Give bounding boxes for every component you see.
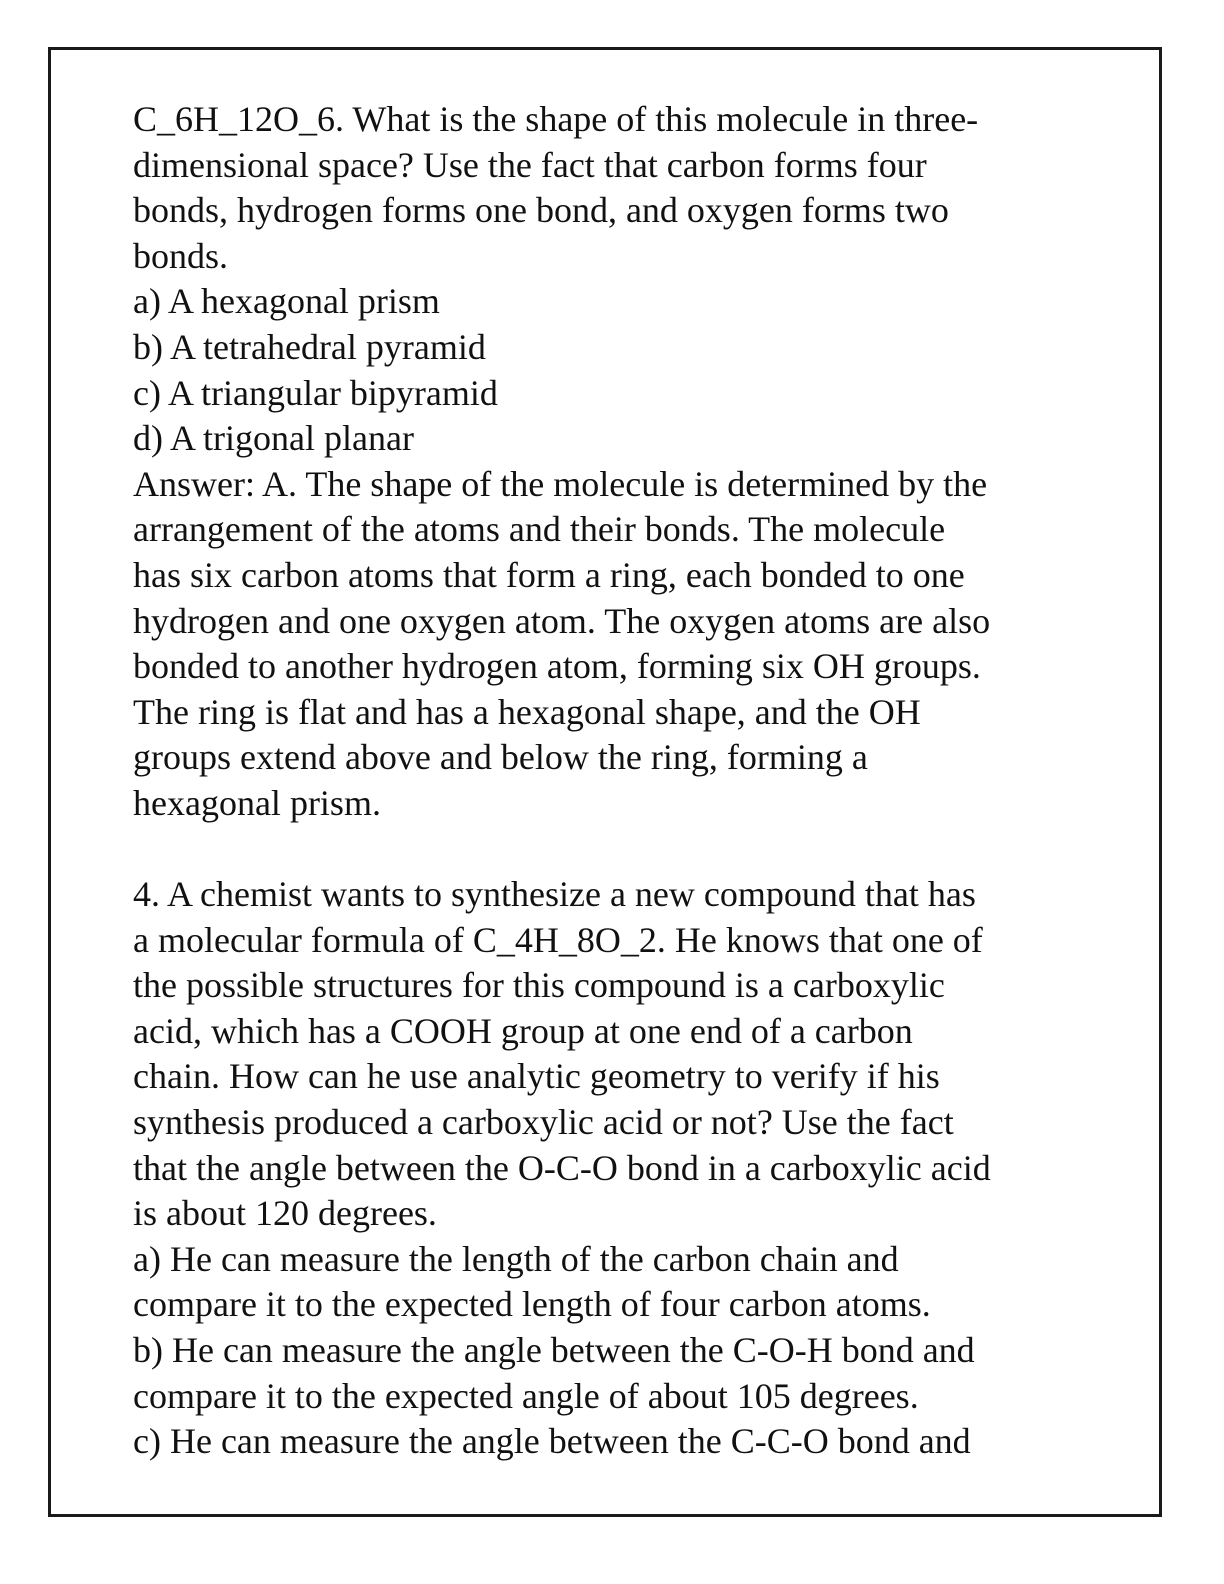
text-line: hexagonal prism. bbox=[133, 782, 381, 823]
text-line: the possible structures for this compound is a carboxylic bbox=[133, 965, 945, 1006]
text-line: groups extend above and below the ring, forming a bbox=[133, 737, 868, 778]
text-line: C_6H_12O_6. What is the shape of this molecule in three- bbox=[133, 99, 979, 139]
text-line: hydrogen and one oxygen atom. The oxygen atoms are also bbox=[133, 600, 991, 641]
text-line: has six carbon atoms that form a ring, each bonded to one bbox=[133, 554, 965, 595]
question-3-options bbox=[133, 279, 1093, 461]
text-line: that the angle between the O-C-O bond in a carboxylic acid bbox=[133, 1147, 991, 1188]
text-line: compare it to the expected angle of about 105 degrees. bbox=[133, 1375, 919, 1416]
question-4-stem bbox=[133, 872, 1093, 1237]
text-line: The ring is flat and has a hexagonal shape, and the OH bbox=[133, 691, 921, 732]
question-4-options bbox=[133, 1237, 1093, 1465]
text-line: arrangement of the atoms and their bonds. The molecule bbox=[133, 509, 946, 550]
text-line: acid, which has a COOH group at one end of a carbon bbox=[133, 1010, 913, 1051]
text-line: synthesis produced a carboxylic acid or not? Use the fact bbox=[133, 1102, 954, 1143]
option-d: d) A trigonal planar bbox=[133, 418, 414, 459]
text-line: a molecular formula of C_4H_8O_2. He knows that one of bbox=[133, 919, 983, 960]
text-line: compare it to the expected length of four carbon atoms. bbox=[133, 1284, 931, 1325]
document-body bbox=[133, 97, 1093, 1465]
text-line: a) He can measure the length of the carbon chain and bbox=[133, 1238, 899, 1279]
text-line: 4. A chemist wants to synthesize a new compound that has bbox=[133, 874, 976, 915]
option-b: b) A tetrahedral pyramid bbox=[133, 326, 486, 367]
text-line: c) He can measure the angle between the C-C-O bond and bbox=[133, 1421, 971, 1462]
paragraph-spacer bbox=[133, 827, 1093, 873]
text-line: chain. How can he use analytic geometry to verify if his bbox=[133, 1056, 940, 1097]
question-3-stem bbox=[133, 97, 1093, 279]
text-line: Answer: A. The shape of the molecule is determined by the bbox=[133, 463, 988, 504]
text-line: bonds, hydrogen forms one bond, and oxygen forms two bbox=[133, 190, 949, 231]
option-a: a) A hexagonal prism bbox=[133, 281, 440, 322]
question-3-answer bbox=[133, 462, 1093, 827]
option-c: c) A triangular bipyramid bbox=[133, 372, 498, 413]
text-line: is about 120 degrees. bbox=[133, 1193, 437, 1234]
text-line: bonded to another hydrogen atom, forming six OH groups. bbox=[133, 646, 981, 687]
text-line: bonds. bbox=[133, 235, 229, 276]
text-line: dimensional space? Use the fact that carbon forms four bbox=[133, 144, 927, 185]
text-line: b) He can measure the angle between the C-O-H bond and bbox=[133, 1330, 975, 1371]
